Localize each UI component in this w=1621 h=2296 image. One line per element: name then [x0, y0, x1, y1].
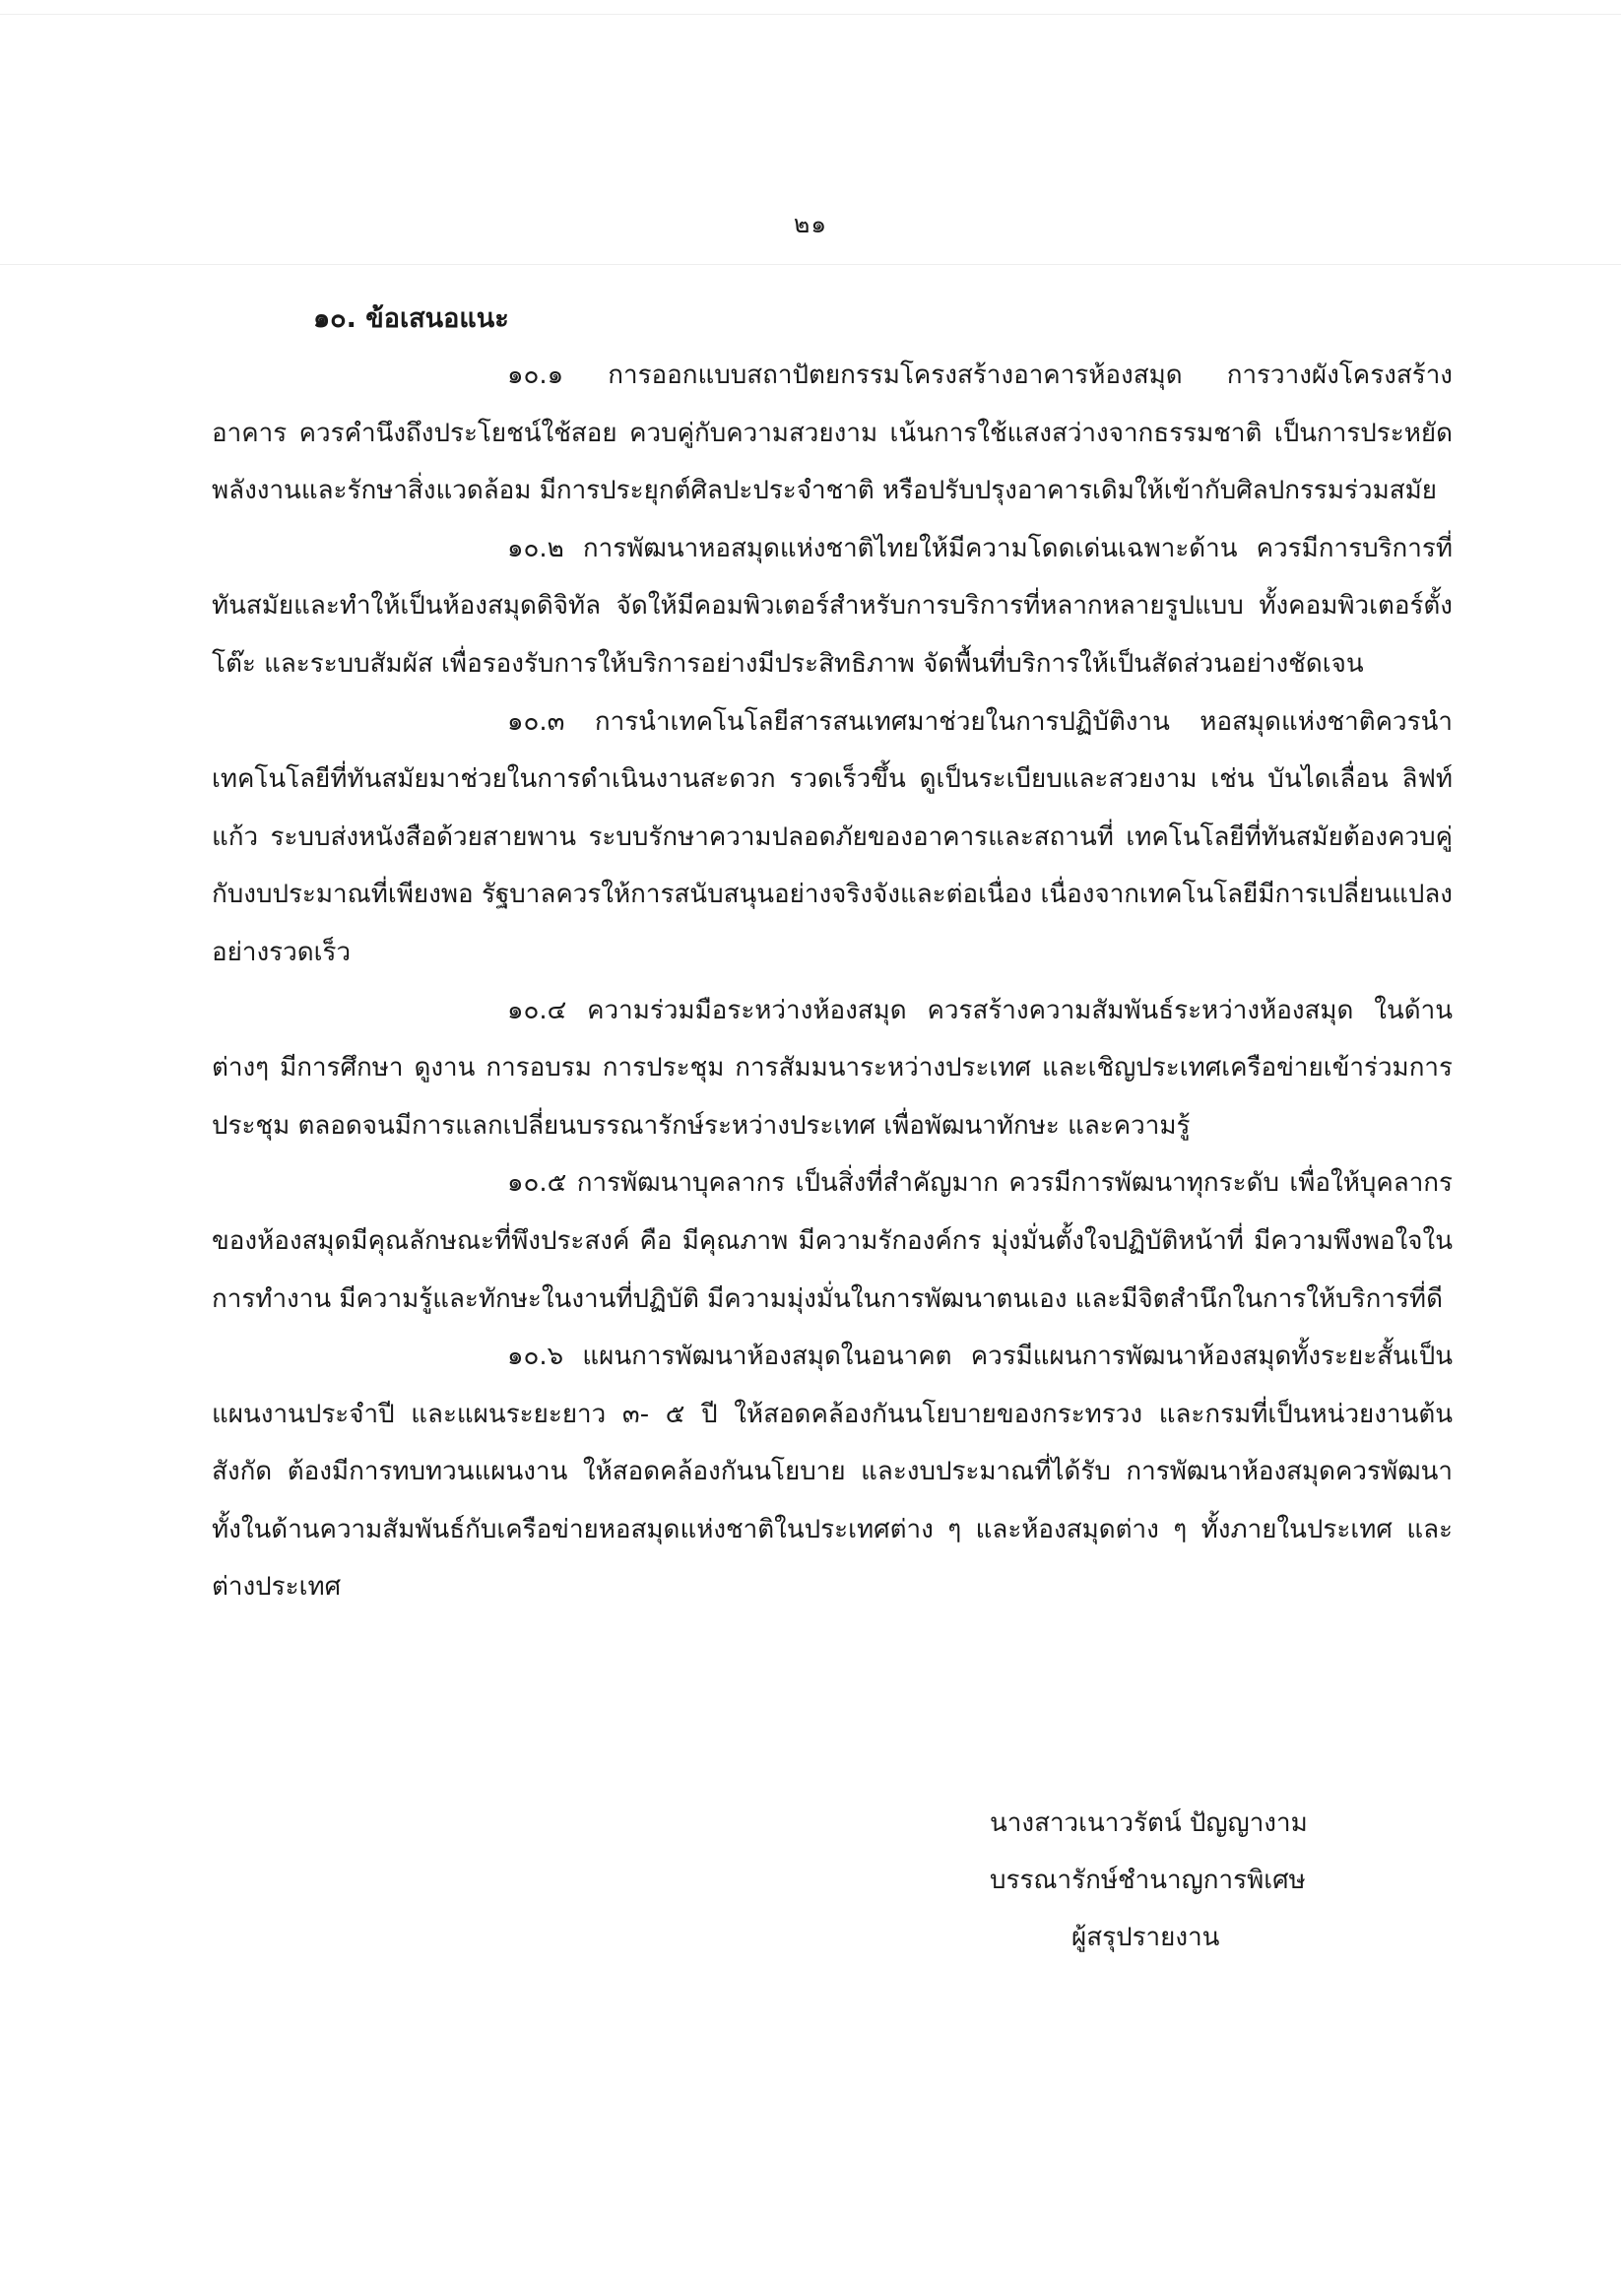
scan-fold-line [0, 264, 1621, 265]
signatory-role: ผู้สรุปรายงาน [1071, 1923, 1220, 1952]
scan-top-edge [0, 14, 1621, 15]
recommendation-paragraph-3: ๑๐.๓ การนำเทคโนโลยีสารสนเทศมาช่วยในการปฏิบัติงาน หอสมุดแห่งชาติควรนำเทคโนโลยีที่ทันสมัยมาช่วยในการดำเนินงานสะดวก รวดเร็วขึ้น ดูเป็นระเบียบและสวยงาม เช่น บันไดเลื่อน ลิฟท์แก้ว ระบบส่งหนังสือด้วยสายพาน ระบบรักษาความปลอดภัยของอาคารและสถานที่ เทคโนโลยีที่ทันสมัยต้องควบคู่กับงบประมาณที่เพียงพอ รัฐบาลควรให้การสนับสนุนอย่างจริงจังและต่อเนื่อง เนื่องจากเทคโนโลยีมีการเปลี่ยนแปลงอย่างรวดเร็ว [212, 706, 1453, 967]
signature-block [945, 1795, 1359, 1966]
page-number: ๒๑ [793, 210, 828, 238]
section-heading: ๑๐. ข้อเสนอแนะ [313, 303, 509, 334]
recommendation-paragraph-5: ๑๐.๕ การพัฒนาบุคลากร เป็นสิ่งที่สำคัญมาก ควรมีการพัฒนาทุกระดับ เพื่อให้บุคลากรของห้องสมุดมีคุณลักษณะที่พึงประสงค์ คือ มีคุณภาพ มีความรักองค์กร มุ่งมั่นตั้งใจปฏิบัติหน้าที่ มีความพึงพอใจในการทำงาน มีความรู้และทักษะในงานที่ปฏิบัติ มีความมุ่งมั่นในการพัฒนาตนเอง และมีจิตสำนึกในการให้บริการที่ดี [212, 1168, 1453, 1314]
recommendation-paragraph-6: ๑๐.๖ แผนการพัฒนาห้องสมุดในอนาคต ควรมีแผนการพัฒนาห้องสมุดทั้งระยะสั้นเป็นแผนงานประจำปี และแผนระยะยาว ๓- ๕ ปี ให้สอดคล้องกันนโยบายของกระทรวง และกรมที่เป็นหน่วยงานต้นสังกัด ต้องมีการทบทวนแผนงาน ให้สอดคล้องกันนโยบาย และงบประมาณที่ได้รับ การพัฒนาห้องสมุดควรพัฒนาทั้งในด้านความสัมพันธ์กับเครือข่ายหอสมุดแห่งชาติในประเทศต่าง ๆ และห้องสมุดต่าง ๆ ทั้งภายในประเทศ และต่างประเทศ [212, 1342, 1453, 1603]
signatory-name: นางสาวเนาวรัตน์ ปัญญางาม [990, 1808, 1308, 1838]
recommendation-paragraph-1: ๑๐.๑ การออกแบบสถาปัตยกรรมโครงสร้างอาคารห้องสมุด การวางผังโครงสร้างอาคาร ควรคำนึงถึงประโยชน์ใช้สอย ควบคู่กับความสวยงาม เน้นการใช้แสงสว่างจากธรรมชาติ เป็นการประหยัดพลังงานและรักษาสิ่งแวดล้อม มีการประยุกต์ศิลปะประจำชาติ หรือปรับปรุงอาคารเดิมให้เข้ากับศิลปกรรมร่วมสมัย [212, 361, 1453, 506]
signatory-position: บรรณารักษ์ชำนาญการพิเศษ [990, 1866, 1306, 1895]
recommendations-body [212, 347, 1453, 1616]
recommendation-paragraph-4: ๑๐.๔ ความร่วมมือระหว่างห้องสมุด ควรสร้างความสัมพันธ์ระหว่างห้องสมุด ในด้านต่างๆ มีการศึกษา ดูงาน การอบรม การประชุม การสัมมนาระหว่างประเทศ และเชิญประเทศเครือข่ายเข้าร่วมการประชุม ตลอดจนมีการแลกเปลี่ยนบรรณารักษ์ระหว่างประเทศ เพื่อพัฒนาทักษะ และความรู้ [212, 995, 1453, 1141]
recommendation-paragraph-2: ๑๐.๒ การพัฒนาหอสมุดแห่งชาติไทยให้มีความโดดเด่นเฉพาะด้าน ควรมีการบริการที่ทันสมัยและทำให้เป็นห้องสมุดดิจิทัล จัดให้มีคอมพิวเตอร์สำหรับการบริการที่หลากหลายรูปแบบ ทั้งคอมพิวเตอร์ตั้งโต๊ะ และระบบสัมผัส เพื่อรองรับการให้บริการอย่างมีประสิทธิภาพ จัดพื้นที่บริการให้เป็นสัดส่วนอย่างชัดเจน [212, 533, 1453, 679]
